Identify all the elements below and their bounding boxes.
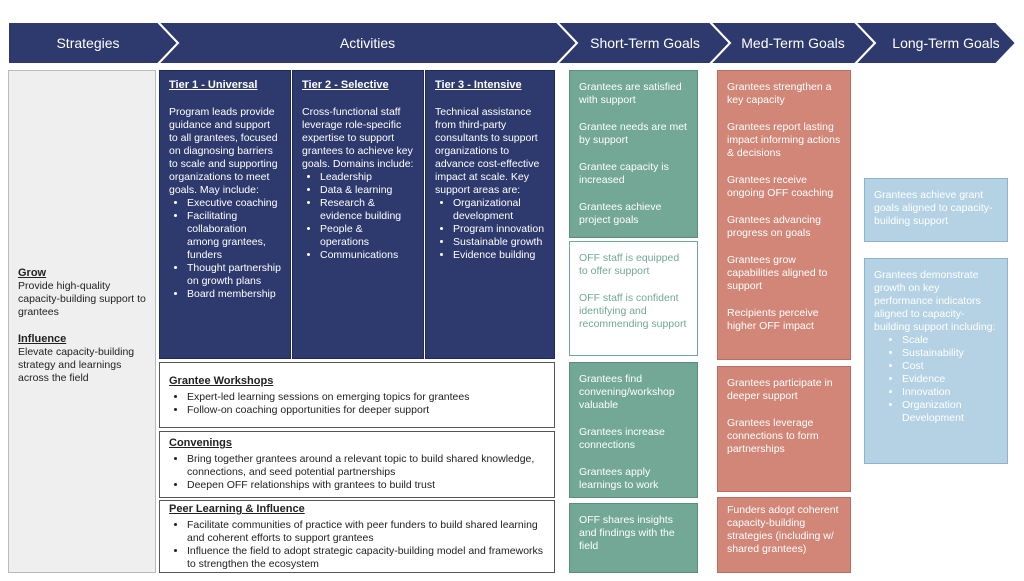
goal-item: Grantees leverage connections to form partnerships [727, 417, 819, 455]
goal-item: Grantees achieve grant goals aligned to capacity-building support [874, 189, 993, 227]
list-item: • Expert-led learning sessions on emerging topics for grantees [187, 391, 545, 404]
list-item: • Research & evidence building [320, 197, 414, 223]
list-item: • Facilitate communities of practice with peer funders to build shared learning and coherent efforts to support grantees [187, 519, 545, 545]
list-item: • Deepen OFF relationships with grantees to build trust [187, 479, 545, 492]
workshops-title: Grantee Workshops [169, 375, 274, 387]
goal-item: OFF staff is equipped to offer support [579, 252, 680, 277]
list-item: • Follow-on coaching opportunities for deeper support [187, 404, 545, 417]
goal-item: Grantees are satisfied with support [579, 81, 682, 106]
goal-item: Grantees participate in deeper support [727, 377, 833, 402]
strategy-influence-title: Influence [18, 333, 67, 345]
goal-item: Grantee needs are met by support [579, 121, 687, 146]
peer-box [159, 500, 555, 573]
peer-title: Peer Learning & Influence [169, 503, 305, 515]
list-item: • Influence the field to adopt strategic capacity-building model and frameworks to strengthen the ecosystem [187, 545, 545, 571]
strategy-grow-title: Grow [18, 267, 47, 279]
long-goals-list [874, 334, 998, 425]
list-item: • Facilitating collaboration among grantees, funders [187, 210, 281, 262]
short-goals-group-1 [569, 70, 698, 238]
header-med-term: Med-Term Goals [741, 35, 845, 51]
goal-item: Grantees advancing progress on goals [727, 214, 821, 239]
goal-item: Grantees grow capabilities aligned to support [727, 254, 828, 292]
list-item: • Board membership [187, 288, 281, 301]
tier-2-box [292, 70, 424, 359]
tier-1-box [159, 70, 291, 359]
goal-item: Grantees report lasting impact informing actions & decisions [727, 121, 841, 159]
list-item: • Data & learning [320, 184, 414, 197]
goal-item: Grantees increase connections [579, 426, 665, 451]
goal-item: Grantees find convening/workshop valuable [579, 373, 675, 411]
tier-3-list [435, 197, 545, 262]
goal-item: Grantees achieve project goals [579, 201, 662, 226]
goal-item: Recipients perceive higher OFF impact [727, 307, 819, 332]
strategy-influence-text: Elevate capacity-building strategy and learnings across the field [18, 346, 135, 384]
list-item: • Innovation [902, 386, 998, 399]
goal-item: Grantee capacity is increased [579, 161, 669, 186]
header-activities: Activities [339, 35, 396, 51]
convenings-title: Convenings [169, 437, 232, 449]
goal-item: OFF staff is confident identifying and recommending support [579, 292, 687, 330]
tier-3-box [425, 70, 555, 359]
med-goals-group-1 [717, 70, 851, 360]
med-goals-group-2 [717, 366, 851, 492]
list-item: • Communications [320, 249, 414, 262]
list-item: • People & operations [320, 223, 414, 249]
goal-item: Grantees strengthen a key capacity [727, 81, 832, 106]
short-goals-group-3 [569, 362, 698, 498]
strategy-grow-text: Provide high-quality capacity-building support to grantees [18, 280, 146, 318]
header-strategies: Strategies [56, 35, 120, 51]
tier-1-list [169, 197, 281, 301]
goal-item: Grantees receive ongoing OFF coaching [727, 174, 834, 199]
tier-2-title: Tier 2 - Selective [302, 79, 389, 91]
convenings-box [159, 431, 555, 498]
header-long-term: Long-Term Goals [892, 35, 1000, 51]
workshops-box [159, 362, 555, 428]
tier-2-text: Cross-functional staff leverage role-specific expertise to support grantees to achieve key goals. Domains include: [302, 106, 414, 170]
short-goals-group-2 [569, 241, 698, 356]
tier-3-title: Tier 3 - Intensive [435, 79, 522, 91]
goal-item: OFF shares insights and findings with the field [579, 514, 675, 552]
long-goals-text: Grantees demonstrate growth on key performance indicators aligned to capacity-building support including: [874, 269, 996, 333]
med-goals-group-3 [717, 497, 851, 573]
tier-3-text: Technical assistance from third-party consultants to support organizations to advance cost-effective impact at scale. Key support areas are: [435, 106, 540, 196]
tier-1-text: Program leads provide guidance and support to all grantees, focused on diagnosing barriers to scale and supporting organizations to meet goals. May include: [169, 106, 278, 196]
header-short-term: Short-Term Goals [590, 35, 700, 51]
list-item: • Scale [902, 334, 998, 347]
list-item: • Leadership [320, 171, 414, 184]
list-item: • Organization Development [902, 399, 998, 425]
long-goals-box-2 [864, 258, 1008, 464]
tier-2-list [302, 171, 414, 262]
list-item: • Organizational development [453, 197, 545, 223]
list-item: • Thought partnership on growth plans [187, 262, 281, 288]
list-item: • Evidence [902, 373, 998, 386]
tier-1-title: Tier 1 - Universal [169, 79, 258, 91]
short-goals-group-4 [569, 503, 698, 573]
peer-list [169, 519, 545, 571]
goal-item: Grantees apply learnings to work [579, 466, 659, 491]
list-item: • Program innovation [453, 223, 545, 236]
goal-item: Funders adopt coherent capacity-building strategies (including w/ shared grantees) [727, 504, 839, 555]
list-item: • Sustainability [902, 347, 998, 360]
long-goals-box-1 [864, 178, 1008, 242]
workshops-list [169, 391, 545, 417]
list-item: • Cost [902, 360, 998, 373]
list-item: • Evidence building [453, 249, 545, 262]
list-item: • Executive coaching [187, 197, 281, 210]
strategies-panel [8, 70, 156, 573]
convenings-list [169, 453, 545, 492]
list-item: • Bring together grantees around a relevant topic to build shared knowledge, connections, and seed potential partnerships [187, 453, 545, 479]
list-item: • Sustainable growth [453, 236, 545, 249]
